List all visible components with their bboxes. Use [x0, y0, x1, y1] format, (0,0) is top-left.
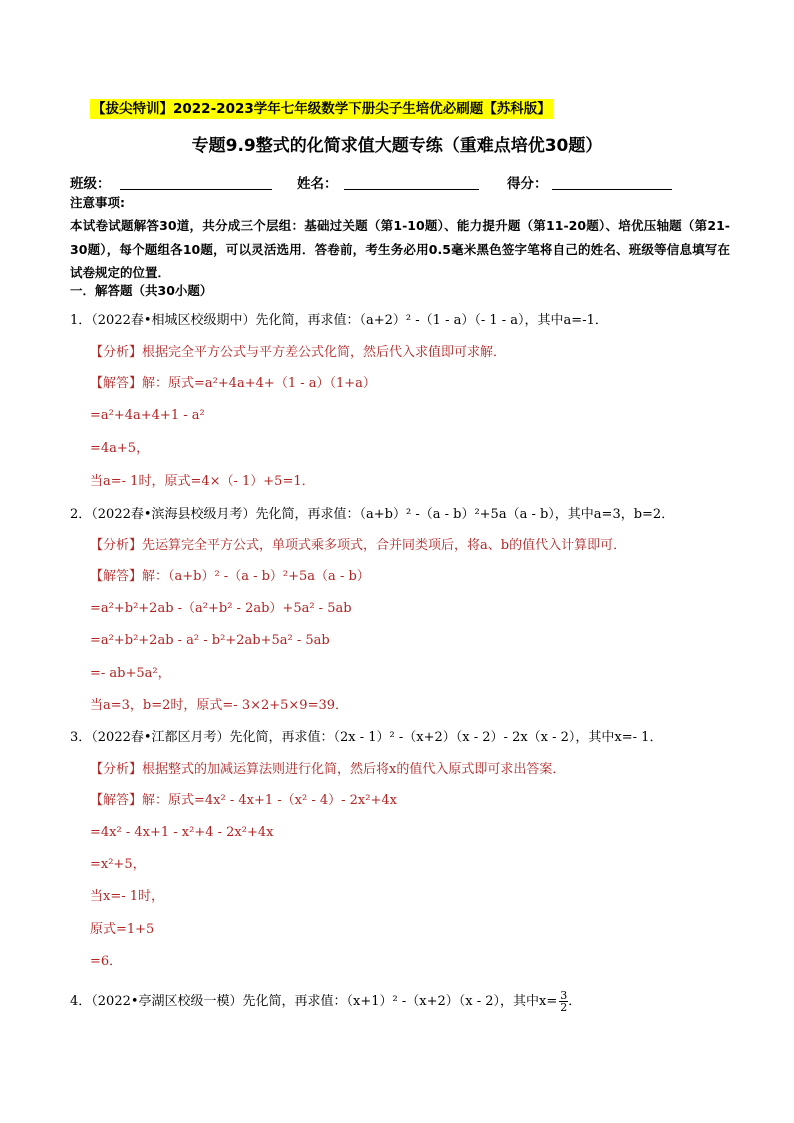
name-label: 姓名：: [297, 176, 338, 192]
problem-2-solution-line: =- ab+5a²，: [90, 666, 171, 681]
problem-1-solution-line: =4a+5，: [90, 441, 150, 456]
problem-3-solution-line: 原式=1+5: [90, 922, 155, 937]
problem-3-solution-line: 【解答】解：原式=4x² - 4x+1 -（x² - 4）- 2x²+4x: [90, 793, 397, 808]
problem-2-solution-line: =a²+b²+2ab - a² - b²+2ab+5a² - 5ab: [90, 633, 330, 648]
fraction: [559, 990, 568, 1013]
class-label: 班级：: [70, 176, 111, 192]
problem-2-solution-line: 当a=3，b=2时，原式=- 3×2+5×9=39．: [90, 698, 349, 713]
problem-1-question: 1．（2022春•相城区校级期中）先化简，再求值：（a+2）² -（1 - a）（- 1 - a），其中a=-1．: [70, 313, 608, 328]
problem-3-question: 3．（2022春•江都区月考）先化简，再求值：（2x - 1）² -（x+2）（x - 2）- 2x（x - 2），其中x=- 1．: [70, 730, 663, 745]
class-blank[interactable]: [120, 189, 272, 190]
problem-4-question-text: 4．（2022•亭湖区校级一模）先化简，再求值：（x+1）² -（x+2）（x - 2），其中x=: [70, 994, 558, 1009]
problem-2-solution-line: =a²+b²+2ab -（a²+b² - 2ab）+5a² - 5ab: [90, 601, 352, 616]
problem-1-solution-line: 当a=- 1时，原式=4×（- 1）+5=1．: [90, 474, 315, 489]
fraction-denominator: 2: [560, 1001, 568, 1014]
series-banner: 【拔尖特训】2022-2023学年七年级数学下册尖子生培优必刷题【苏科版】: [92, 101, 551, 117]
problem-4-question: [70, 990, 581, 1013]
problem-2-question: 2．（2022春•滨海县校级月考）先化简，再求值：（a+b）² -（a - b）²+5a（a - b），其中a=3，b=2．: [70, 507, 675, 522]
problem-3-solution-line: 当x=- 1时，: [90, 889, 165, 904]
problem-2-solution-line: 【解答】解：（a+b）² -（a - b）²+5a（a - b）: [90, 569, 370, 584]
problem-3-analysis: 【分析】根据整式的加减运算法则进行化简，然后将x的值代入原式即可求出答案．: [90, 762, 566, 777]
problem-1-solution-line: 【解答】解：原式=a²+4a+4+（1 - a）（1+a）: [90, 376, 376, 391]
page-title: 专题9.9整式的化简求值大题专练（重难点培优30题）: [191, 136, 603, 156]
problem-1-solution-line: =a²+4a+4+1 - a²: [90, 408, 205, 423]
problem-3-solution-line: =4x² - 4x+1 - x²+4 - 2x²+4x: [90, 825, 274, 840]
problem-1-analysis: 【分析】根据完全平方公式与平方差公式化简，然后代入求值即可求解．: [90, 345, 507, 360]
problem-3-solution-line: =x²+5，: [90, 857, 146, 872]
score-blank[interactable]: [552, 189, 672, 190]
score-label: 得分：: [507, 176, 548, 192]
notice-heading: 注意事项:: [70, 195, 125, 210]
fraction-numerator: 3: [560, 989, 568, 1002]
section-title: 一．解答题（共30小题）: [70, 283, 213, 298]
problem-2-analysis: 【分析】先运算完全平方公式，单项式乘多项式，合并同类项后，将a、b的值代入计算即可．: [90, 538, 627, 553]
problem-3-solution-line: =6．: [90, 954, 123, 969]
notice-text: 本试卷试题解答30道，共分成三个层组：基础过关题（第1-10题）、能力提升题（第11-20题）、培优压轴题（第21-30题），每个题组各10题，可以灵活选用．答卷前，考生务必用0.5毫米黑色签字笔将自己的姓名、班级等信息填写在试卷规定的位置．: [70, 218, 730, 280]
name-blank[interactable]: [344, 189, 479, 190]
student-info-row: [70, 170, 730, 192]
problem-4-question-end: ．: [568, 994, 582, 1009]
